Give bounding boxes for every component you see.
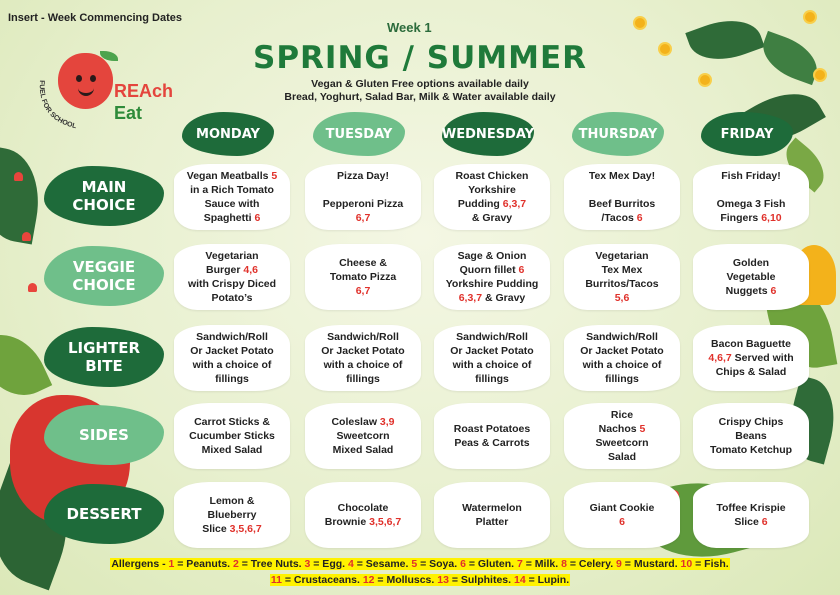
menu-cell-wednesday-main: Roast Chicken Yorkshire Pudding 6,3,7 & Gravy <box>434 164 550 230</box>
menu-cell-thursday-dessert: Giant Cookie 6 <box>564 482 680 548</box>
subtitle-options: Vegan & Gluten Free options available daily <box>311 78 529 90</box>
day-header-thursday: THURSDAY <box>572 112 664 156</box>
allergen-codes: 3,5,6,7 <box>369 516 402 528</box>
menu-cell-thursday-sides: Rice Nachos 5 Sweetcorn Salad <box>564 403 680 469</box>
menu-cell-monday-main: Vegan Meatballs 5 in a Rich Tomato Sauce with Spaghetti 6 <box>174 164 290 230</box>
allergen-codes: 5 <box>271 170 278 182</box>
allergen-codes: 6,7 <box>355 212 371 224</box>
flower-decoration <box>805 12 815 22</box>
menu-cell-thursday-main: Tex Mex Day! Beef Burritos /Tacos 6 <box>564 164 680 230</box>
flower-decoration <box>14 172 23 181</box>
menu-cell-tuesday-lighter: Sandwich/Roll Or Jacket Potato with a choice of fillings <box>305 325 421 391</box>
menu-cell-tuesday-dessert: Chocolate Brownie 3,5,6,7 <box>305 482 421 548</box>
flower-decoration <box>22 232 31 241</box>
allergen-codes: 4,6 <box>243 264 258 276</box>
allergen-codes: 6 <box>518 264 525 276</box>
menu-cell-tuesday-sides: Coleslaw 3,9 Sweetcorn Mixed Salad <box>305 403 421 469</box>
allergens-legend-row2: 11 = Crustaceans. 12 = Molluscs. 13 = Sulphites. 14 = Lupin. <box>270 574 570 586</box>
allergen-codes: 4,6,7 <box>708 352 732 364</box>
brand-name-eat: Eat <box>114 103 143 123</box>
allergen-codes: 5,6 <box>614 292 630 304</box>
allergen-codes: 6 <box>619 516 625 528</box>
menu-cell-wednesday-sides: Roast Potatoes Peas & Carrots <box>434 403 550 469</box>
menu-cell-friday-main: Fish Friday! Omega 3 Fish Fingers 6,10 <box>693 164 809 230</box>
menu-cell-tuesday-veggie: Cheese & Tomato Pizza 6,7 <box>305 244 421 310</box>
day-header-tuesday: TUESDAY <box>313 112 405 156</box>
leaf-decoration <box>0 145 47 244</box>
allergen-codes: 6,7 <box>355 285 371 297</box>
subtitle-available: Bread, Yoghurt, Salad Bar, Milk & Water available daily <box>284 91 556 103</box>
flower-decoration <box>635 18 645 28</box>
reach-eat-logo <box>37 45 180 140</box>
allergens-legend-row1: Allergens - 1 = Peanuts. 2 = Tree Nuts. 3 = Egg. 4 = Sesame. 5 = Soya. 6 = Gluten. 7 = Milk. 8 = Celery. 9 = Mustard. 10 = Fish. <box>111 558 729 570</box>
allergen-codes: 3,5,6,7 <box>229 523 262 535</box>
fuel-for-school-tagline <box>32 75 102 135</box>
menu-cell-wednesday-veggie: Sage & Onion Quorn fillet 6 Yorkshire Pudding 6,3,7 & Gravy <box>434 244 550 310</box>
day-header-monday: MONDAY <box>182 112 274 156</box>
allergen-codes: 3,9 <box>379 416 395 428</box>
category-lighter: LIGHTER BITE <box>44 327 164 387</box>
allergen-codes: 6,3,7 <box>502 198 527 210</box>
category-veggie: VEGGIE CHOICE <box>44 246 164 306</box>
day-header-wednesday: WEDNESDAY <box>442 112 534 156</box>
week-commencing-note: Insert - Week Commencing Dates <box>8 12 183 24</box>
day-header-friday: FRIDAY <box>701 112 793 156</box>
menu-cell-friday-lighter: Bacon Baguette 4,6,7 Served with Chips & Salad <box>693 325 809 391</box>
menu-cell-wednesday-dessert: Watermelon Platter <box>434 482 550 548</box>
week-label: Week 1 <box>387 20 432 35</box>
page-title: SPRING / SUMMER <box>253 40 587 76</box>
flower-decoration <box>28 283 37 292</box>
menu-cell-thursday-lighter: Sandwich/Roll Or Jacket Potato with a choice of fillings <box>564 325 680 391</box>
category-main: MAIN CHOICE <box>44 166 164 226</box>
category-sides: SIDES <box>44 405 164 465</box>
allergen-codes: 6,10 <box>761 212 782 224</box>
menu-cell-friday-sides: Crispy Chips Beans Tomato Ketchup <box>693 403 809 469</box>
menu-cell-monday-dessert: Lemon & Blueberry Slice 3,5,6,7 <box>174 482 290 548</box>
svg-text:FUEL FOR SCHOOL: FUEL FOR SCHOOL <box>37 80 78 131</box>
allergen-codes: 6 <box>636 212 643 224</box>
menu-cell-monday-lighter: Sandwich/Roll Or Jacket Potato with a choice of fillings <box>174 325 290 391</box>
allergen-codes: 6 <box>254 212 261 224</box>
menu-cell-monday-veggie: Vegetarian Burger 4,6 with Crispy Diced Potato’s <box>174 244 290 310</box>
menu-cell-friday-dessert: Toffee Krispie Slice 6 <box>693 482 809 548</box>
menu-cell-monday-sides: Carrot Sticks & Cucumber Sticks Mixed Salad <box>174 403 290 469</box>
menu-cell-thursday-veggie: Vegetarian Tex Mex Burritos/Tacos 5,6 <box>564 244 680 310</box>
category-dessert: DESSERT <box>44 484 164 544</box>
allergen-codes: 6 <box>770 285 777 297</box>
allergen-codes: 6 <box>761 516 768 528</box>
menu-cell-wednesday-lighter: Sandwich/Roll Or Jacket Potato with a choice of fillings <box>434 325 550 391</box>
menu-cell-friday-veggie: Golden Vegetable Nuggets 6 <box>693 244 809 310</box>
allergen-codes: 5 <box>639 423 646 435</box>
menu-cell-tuesday-main: Pizza Day! Pepperoni Pizza 6,7 <box>305 164 421 230</box>
brand-name-reach: REAch <box>114 81 174 101</box>
allergen-codes: 6,3,7 <box>458 292 483 304</box>
